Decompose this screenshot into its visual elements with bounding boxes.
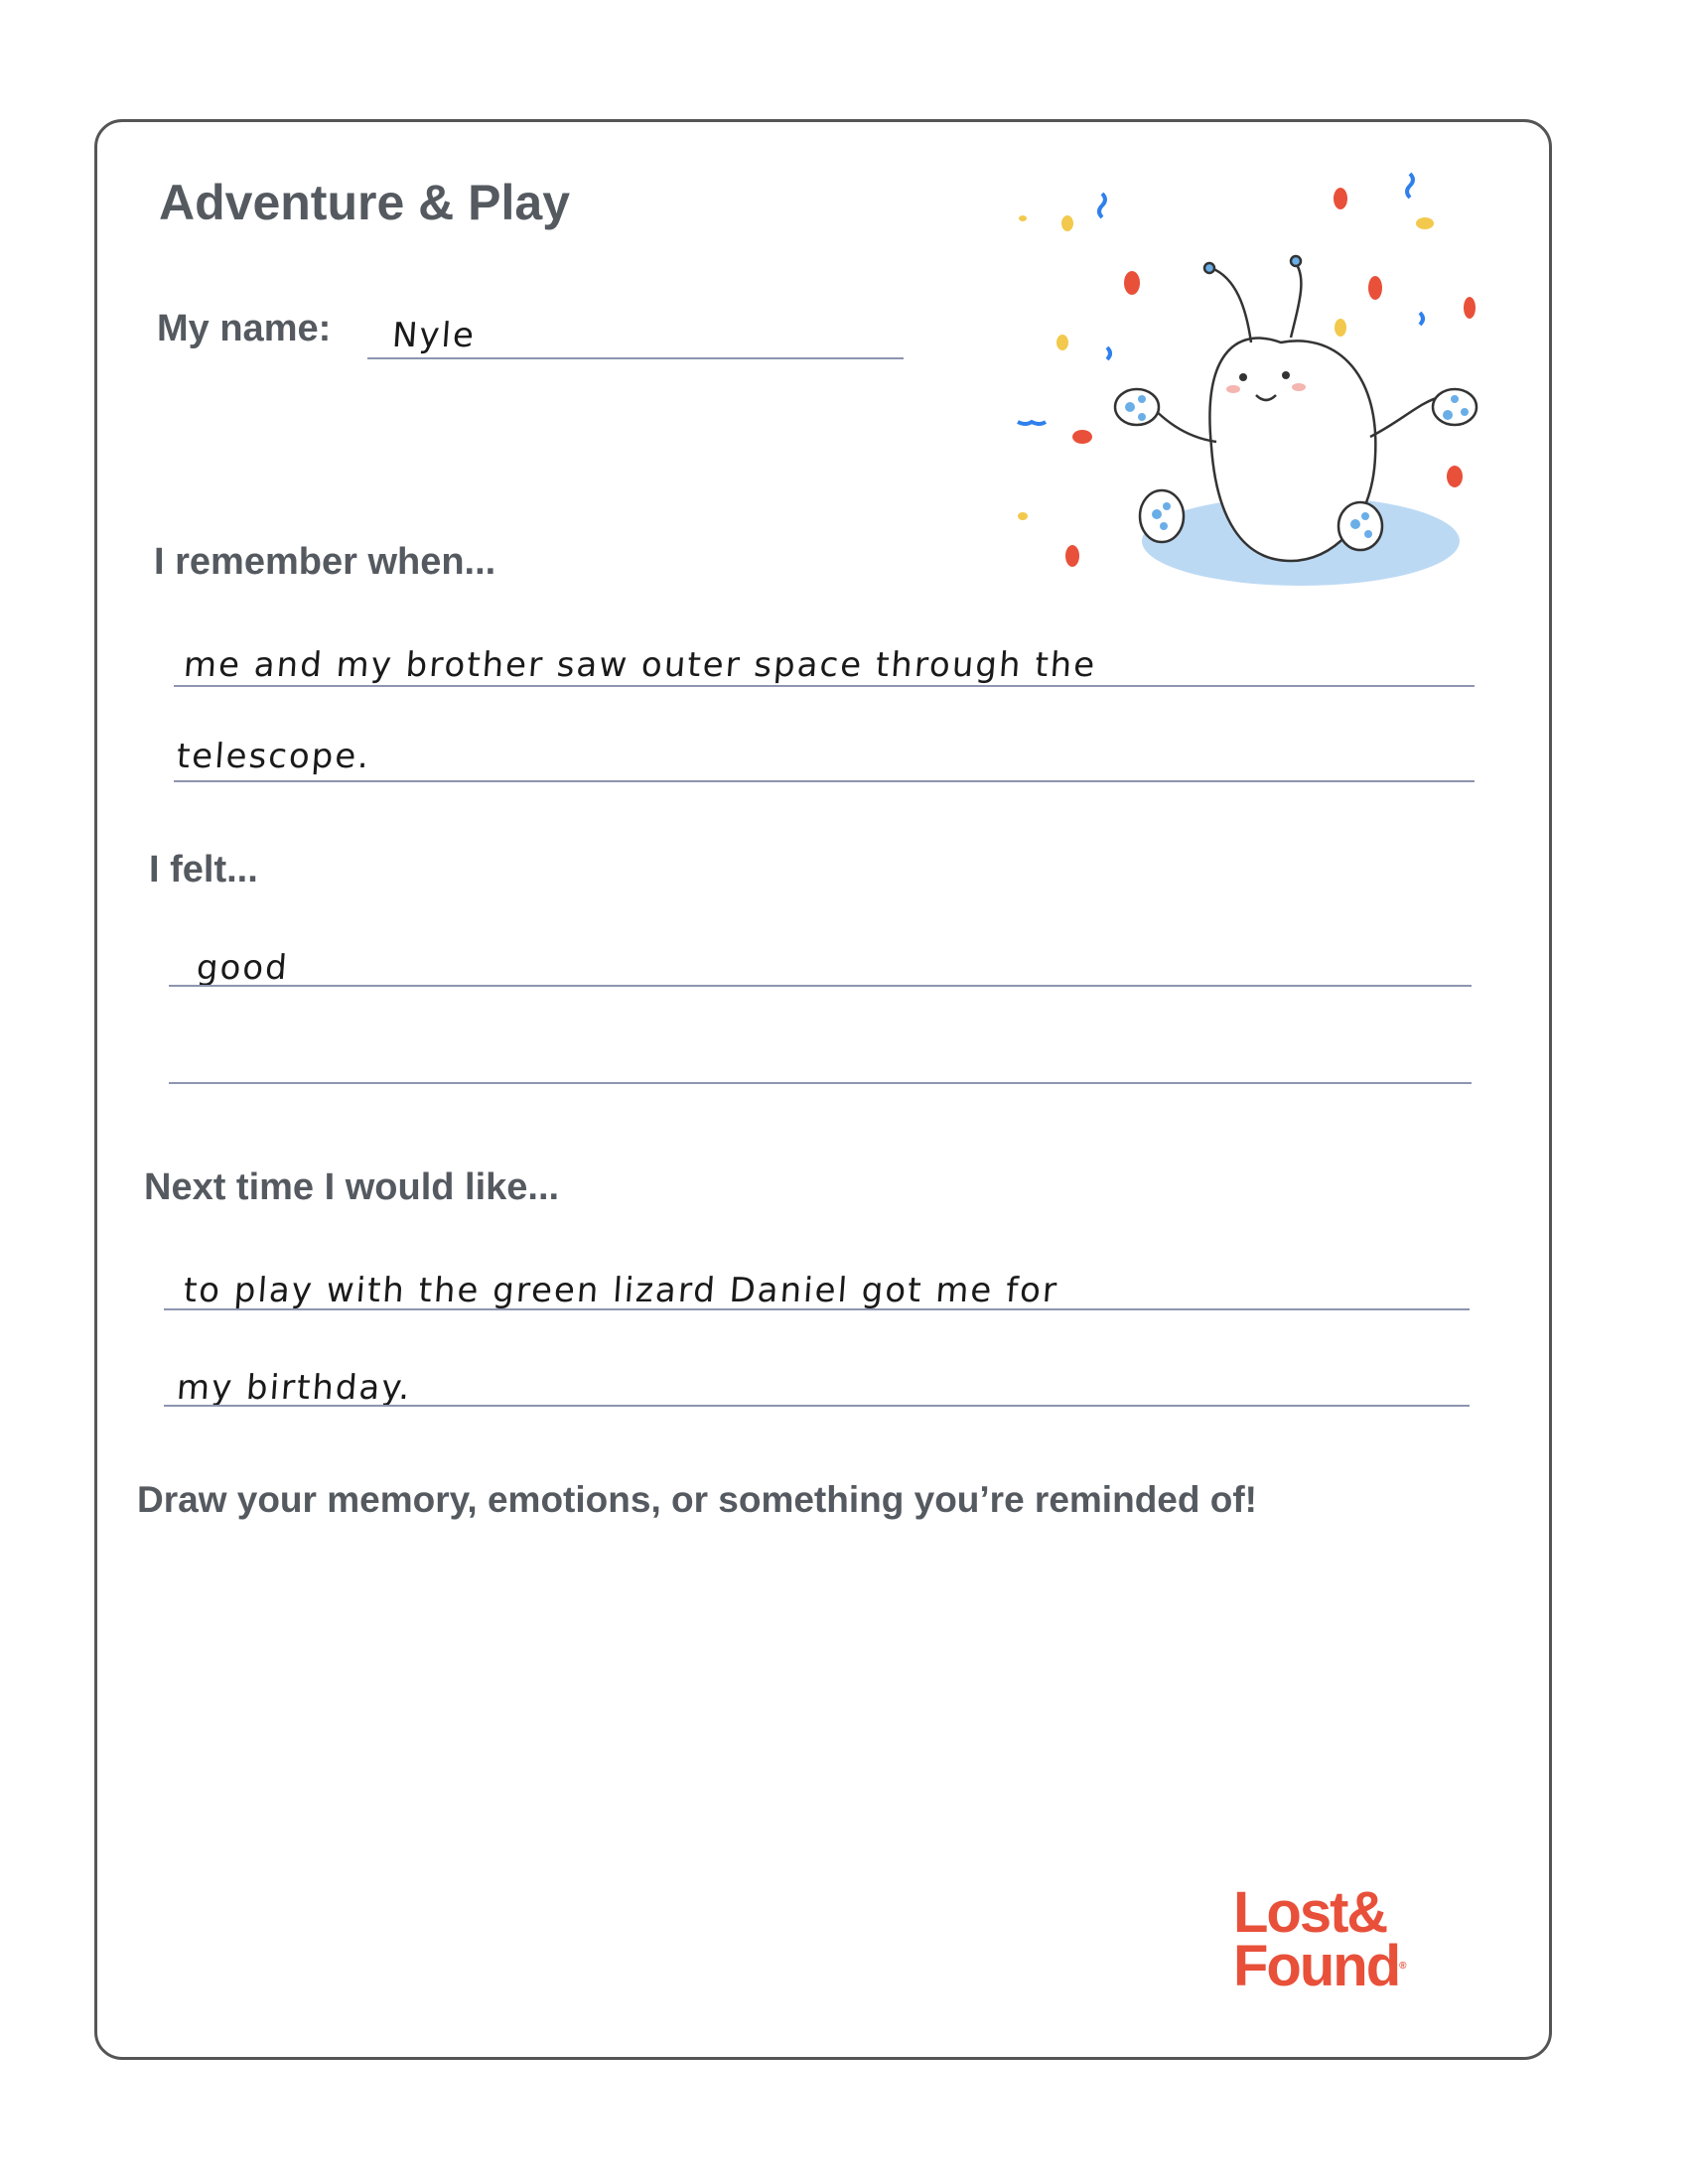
next-rule-1 xyxy=(164,1308,1470,1310)
next-line-2: my birthday. xyxy=(175,1368,413,1408)
felt-label: I felt... xyxy=(149,849,258,890)
remember-line-1: me and my brother saw outer space through the xyxy=(182,645,1098,685)
logo-registered-mark: ® xyxy=(1399,1961,1407,1972)
name-label: My name: xyxy=(157,308,332,349)
felt-line-1: good xyxy=(195,948,291,988)
felt-rule-2 xyxy=(169,1082,1472,1084)
remember-label: I remember when... xyxy=(154,541,496,583)
next-rule-2 xyxy=(164,1405,1470,1407)
felt-rule-1 xyxy=(169,985,1472,987)
remember-rule-2 xyxy=(174,780,1475,782)
celebrating-creature-icon xyxy=(1003,169,1499,606)
remember-line-2: telescope. xyxy=(175,737,372,776)
name-line xyxy=(367,357,904,359)
logo-line-2: Found xyxy=(1233,1934,1400,1998)
remember-rule-1 xyxy=(174,685,1475,687)
drawing-area[interactable] xyxy=(159,1549,1489,1846)
page-title: Adventure & Play xyxy=(159,175,571,230)
logo-line-1: Lost& xyxy=(1233,1880,1387,1945)
next-line-1: to play with the green lizard Daniel got me for xyxy=(182,1271,1060,1310)
draw-prompt: Draw your memory, emotions, or something you’re reminded of! xyxy=(137,1479,1257,1520)
name-value: Nyle xyxy=(390,316,478,355)
lost-and-found-logo xyxy=(1233,1880,1407,1998)
next-label: Next time I would like... xyxy=(144,1166,560,1208)
